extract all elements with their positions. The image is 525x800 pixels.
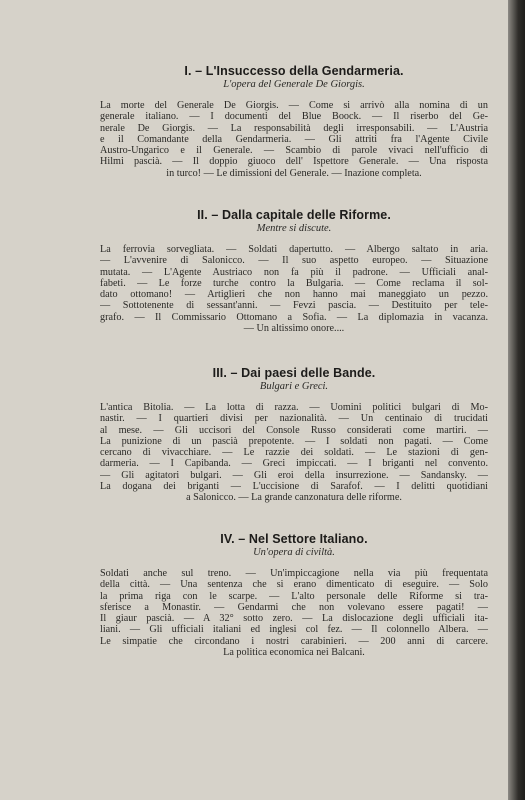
summary-line: Hilmi pascià. — Il doppio giuoco dell' Ispettore Generale. — Una risposta [100, 156, 488, 168]
summary-line: Il giaur pascià. — A 32° sotto zero. — La dislocazione degli ufficiali ita- [100, 613, 488, 625]
chapter-summary [100, 100, 488, 179]
summary-line: L'antica Bitolia. — La lotta di razza. — Uomini politici bulgari di Mo- [100, 402, 488, 413]
chapter-subheading: Mentre si discute. [256, 223, 332, 234]
summary-line: liani. — Gli ufficiali italiani ed inglesi col fez. — Il colonnello Albera. — [100, 624, 488, 636]
summary-line: La politica economica nei Balcani. [223, 647, 365, 659]
summary-line: cercano di vivacchiare. — Le razzie dei soldati. — Le stazioni di gen- [100, 447, 488, 459]
summary-line: nastir. — I quartieri divisi per nazionalità. — Un centinaio di trucidati [100, 413, 488, 425]
summary-line: e il Comandante della Gendarmeria. — Gli attriti fra l'Agente Civile [100, 133, 488, 145]
summary-line: La punizione di un pascià prepotente. — I soldati non pagati. — Come [100, 435, 488, 447]
summary-line: — Un altissimo onore.... [243, 323, 345, 335]
summary-line: al mese. — Gli uccisori del Console Russo considerati come martiri. — [100, 424, 488, 436]
summary-line: — Gli agitatori bulgari. — Gli eroi della insurrezione. — Sandansky. — [100, 469, 488, 481]
chapter-heading: IV. – Nel Settore Italiano. [220, 532, 368, 546]
summary-line: Soldati anche sul treno. — Un'impiccagione nella via più frequentata [100, 568, 488, 579]
summary-line: — Sottotenente di sessant'anni. — Fevzi pascia. — Destituito per tele- [100, 300, 488, 312]
chapter-summary [100, 402, 488, 504]
chapter-heading: II. – Dalla capitale delle Riforme. [197, 208, 391, 222]
summary-line: La ferrovia sorvegliata. — Soldati dapertutto. — Albergo saltato in aria. [100, 244, 488, 255]
summary-line: Le simpatie che circondano i nostri carabinieri. — 200 anni di carcere. [100, 635, 488, 647]
chapter-summary [100, 568, 488, 658]
chapter-subheading: Un'opera di civiltà. [253, 547, 335, 558]
summary-line: La morte del Generale De Giorgis. — Come si arrivò alla nomina di un [100, 100, 488, 111]
summary-line: la prima riga con le scarpe. — L'alto personale delle Riforme si tra- [100, 590, 488, 602]
chapter-section-1 [100, 64, 488, 179]
chapter-section-2 [100, 208, 488, 334]
chapter-subheading: L'opera del Generale De Giorgis. [223, 79, 365, 90]
summary-line: — L'avvenire di Salonicco. — Il suo aspetto europeo. — Situazione [100, 255, 488, 267]
summary-line: La dogana dei briganti — L'uccisione di Sarafof. — I delitti quotidiani [100, 481, 488, 493]
summary-line: fabeti. — Le forze turche contro la Bulgaria. — Come reclama il sol- [100, 277, 488, 289]
chapter-section-4 [100, 532, 488, 658]
summary-line: nerale De Giorgis. — La responsabilità degli irresponsabili. — L'Austria [100, 122, 488, 134]
summary-line: sferisce a Monastir. — Gendarmi che non volevano essere pagati! — [100, 601, 488, 613]
chapter-heading: I. – L'Insuccesso della Gendarmeria. [184, 64, 404, 78]
summary-line: Austro-Ungarico e il Generale. — Scambio di parole vivaci nell'ufficio di [100, 145, 488, 157]
summary-line: in turco! — Le dimissioni del Generale. — Inazione completa. [166, 167, 422, 179]
book-page-edge [508, 0, 525, 800]
summary-line: generale italiano. — I documenti del Blue Boock. — Il riserbo del Ge- [100, 111, 488, 123]
summary-line: mutata. — L'Agente Austriaco non fa più il padrone. — Ufficiali anal- [100, 266, 488, 278]
chapter-heading: III. – Dai paesi delle Bande. [212, 366, 376, 380]
summary-line: della città. — Una sentenza che si erano dimenticato di eseguire. — Solo [100, 579, 488, 591]
summary-line: grafo. — Il Commissario Ottomano a Sofia. — La diplomazia in vacanza. [100, 311, 488, 323]
summary-line: dato ottomano! — Artiglieri che non hanno mai maneggiato un pezzo. [100, 289, 488, 301]
chapter-subheading: Bulgari e Greci. [259, 381, 329, 392]
summary-line: darmeria. — I Capibanda. — Greci impiccati. — I briganti nel convento. [100, 458, 488, 470]
chapter-summary [100, 244, 488, 334]
summary-line: a Salonicco. — La grande canzonatura delle riforme. [186, 492, 402, 504]
chapter-section-3 [100, 366, 488, 504]
